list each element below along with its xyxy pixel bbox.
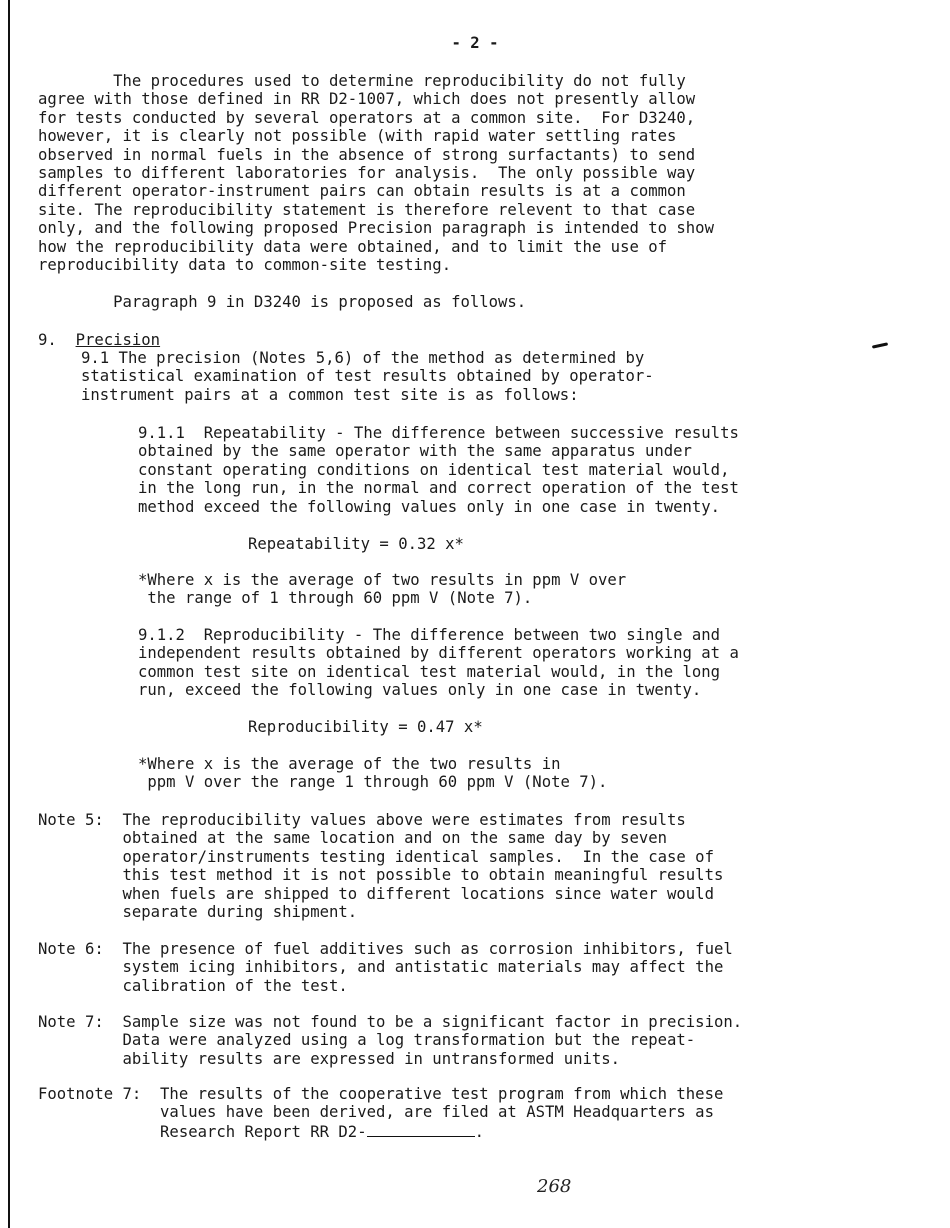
- repeatability-footnote: *Where x is the average of two results in ppm V over the range of 1 through 60 ppm V (Note 7).: [138, 571, 627, 608]
- section-9-heading: [38, 331, 160, 349]
- repeatability-formula: Repeatability = 0.32 x*: [248, 535, 464, 553]
- footnote-7-report-prefix: Research Report RR D2-: [38, 1123, 367, 1141]
- handwritten-page-number: 268: [537, 1176, 572, 1197]
- note-6: Note 6: The presence of fuel additives such as corrosion inhibitors, fuel system icing inhibitors, and antistatic materials may affect the calibration of the test.: [38, 940, 733, 995]
- reproducibility-formula: Reproducibility = 0.47 x*: [248, 718, 483, 736]
- section-9-1: 9.1 The precision (Notes 5,6) of the method as determined by statistical examination of test results obtained by operator- instrument pairs at a common test site is as follows:: [81, 349, 654, 404]
- left-margin-line: [8, 0, 10, 1228]
- report-number-blank: [367, 1122, 475, 1137]
- footnote-7-last-line: [38, 1122, 484, 1141]
- section-number: 9.: [38, 331, 76, 349]
- note-7: Note 7: Sample size was not found to be a significant factor in precision. Data were analyzed using a log transformation but the repeat- ability results are expressed in untransformed units.: [38, 1013, 743, 1068]
- margin-check-mark: [872, 342, 888, 348]
- intro-paragraph: The procedures used to determine reproducibility do not fully agree with those defined in RR D2-1007, which does not presently allow for tests conducted by several operators at a common site. For D3240, however, it is clearly not possible (with rapid water settling rates observed in normal fuels in the absence of strong surfactants) to send samples to different laboratories for analysis. The only possible way different operator-instrument pairs can obtain results is at a common site. The reproducibility statement is therefore relevent to that case only, and the following proposed Precision paragraph is intended to show how the reproducibility data were obtained, and to limit the use of reproducibility data to common-site testing.: [38, 72, 714, 275]
- note-5: Note 5: The reproducibility values above were estimates from results obtained at the same location and on the same day by seven operator/instruments testing identical samples. In the case of this test method it is not possible to obtain meaningful results when fuels are shipped to different locations since water would separate during shipment.: [38, 811, 724, 922]
- section-9-1-2-reproducibility: 9.1.2 Reproducibility - The difference between two single and independent results obtained by different operators working at a common test site on identical test material would, in the long run, exceed the following values only in one case in twenty.: [138, 626, 739, 700]
- section-9-1-1-repeatability: 9.1.1 Repeatability - The difference between successive results obtained by the same operator with the same apparatus under constant operating conditions on identical test material would, in the long run, in the normal and correct operation of the test method exceed the following values only in one case in twenty.: [138, 424, 739, 516]
- reproducibility-footnote: *Where x is the average of the two results in ppm V over the range 1 through 60 ppm V (Note 7).: [138, 755, 608, 792]
- section-title: Precision: [75, 331, 161, 349]
- paragraph-9-intro: Paragraph 9 in D3240 is proposed as follows.: [38, 293, 527, 311]
- footnote-7: Footnote 7: The results of the cooperative test program from which these values have been derived, are filed at ASTM Headquarters as: [38, 1085, 724, 1122]
- page-number: - 2 -: [451, 34, 499, 52]
- footnote-7-period: .: [474, 1123, 484, 1141]
